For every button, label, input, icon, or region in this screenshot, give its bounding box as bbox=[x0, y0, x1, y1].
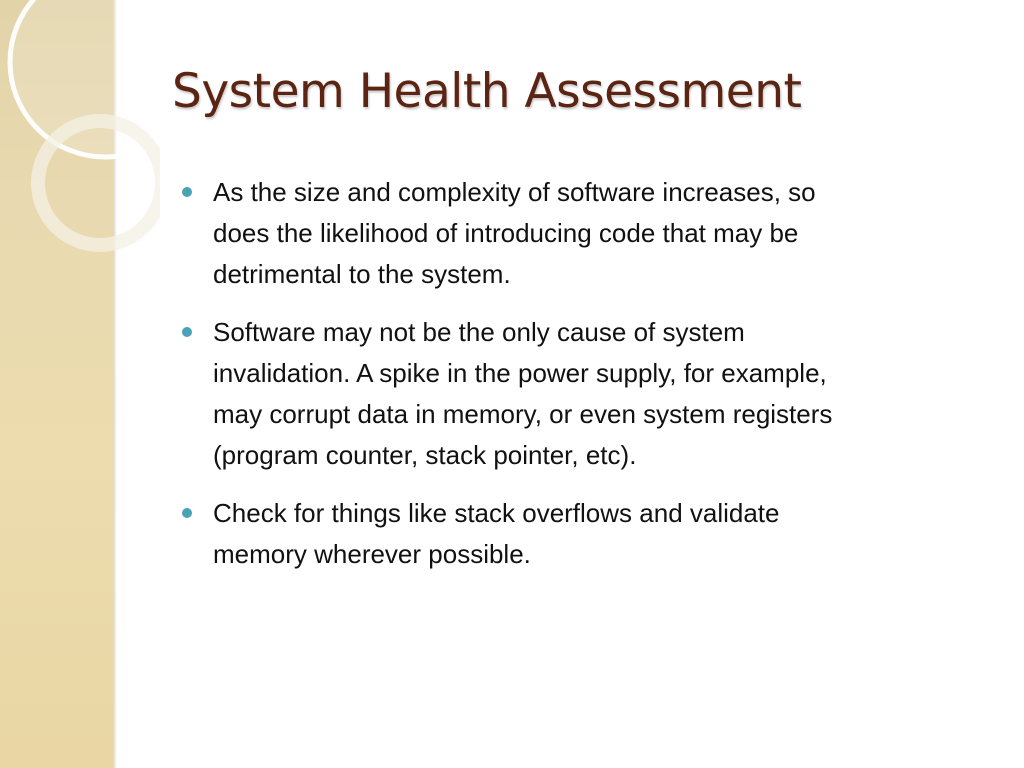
bullet-list bbox=[182, 172, 982, 592]
bullet-text: As the size and complexity of software increases, so does the likelihood of introducing code that may be detrimental to the system. bbox=[213, 177, 816, 289]
bullet-text: Software may not be the only cause of system invalidation. A spike in the power supply, for example, may corrupt data in memory, or even system registers (program counter, stack pointer, etc). bbox=[213, 317, 833, 470]
bullet-item bbox=[182, 493, 982, 575]
slide-title: System Health Assessment bbox=[172, 64, 802, 119]
bullet-text: Check for things like stack overflows and validate memory wherever possible. bbox=[213, 498, 780, 569]
bullet-item bbox=[182, 312, 982, 476]
bullet-item bbox=[182, 172, 982, 295]
decorative-circles-graphic bbox=[0, 0, 160, 290]
bullet-marker-icon bbox=[182, 508, 192, 518]
bullet-marker-icon bbox=[182, 187, 192, 197]
bullet-marker-icon bbox=[182, 327, 192, 337]
